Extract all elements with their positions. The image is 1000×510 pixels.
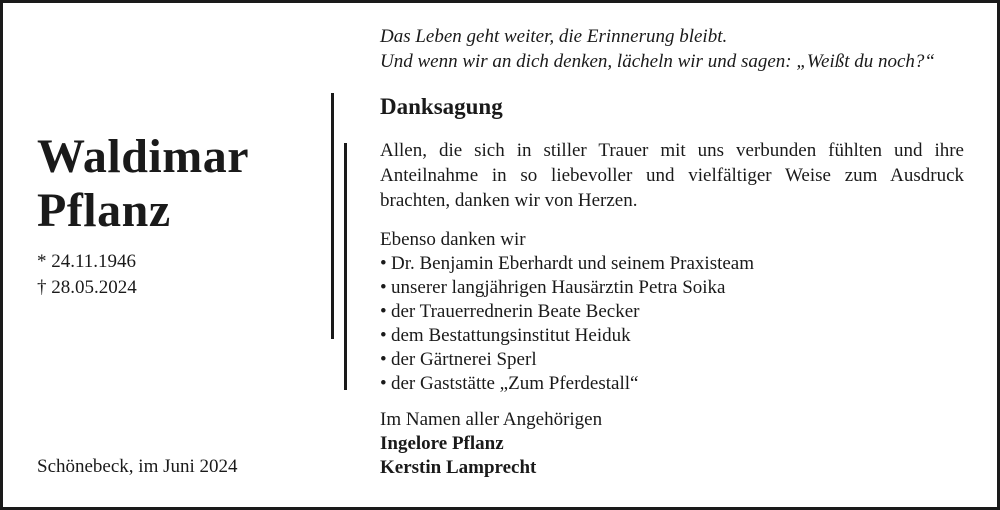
deceased-name: [37, 130, 249, 238]
signature-name: Kerstin Lamprecht: [380, 457, 537, 478]
list-item-text: unserer langjährigen Hausärztin Petra Soika: [391, 277, 726, 298]
deceased-last-name: Pflanz: [37, 184, 171, 237]
list-item: [380, 372, 754, 396]
list-item-text: Dr. Benjamin Eberhardt und seinem Praxisteam: [391, 253, 755, 274]
signature-name: Ingelore Pflanz: [380, 433, 504, 454]
bullet-icon: •: [380, 373, 387, 394]
signature-block: [380, 408, 602, 480]
list-item: [380, 276, 754, 300]
bullet-icon: •: [380, 277, 387, 298]
bullet-icon: •: [380, 301, 387, 322]
divider-line-right: [344, 143, 347, 390]
paragraph-line: brachten, danken wir von Herzen.: [380, 190, 638, 211]
section-heading: Danksagung: [380, 94, 503, 119]
memorial-quote: [380, 24, 935, 74]
birth-date: * 24.11.1946: [37, 251, 137, 272]
life-dates: [37, 249, 137, 301]
list-item-text: der Trauerrednerin Beate Becker: [391, 301, 640, 322]
list-item-text: dem Bestattungsinstitut Heiduk: [391, 325, 631, 346]
list-item: [380, 252, 754, 276]
list-item-text: der Gaststätte „Zum Pferdestall“: [391, 373, 639, 394]
bullet-icon: •: [380, 253, 387, 274]
list-item: [380, 300, 754, 324]
thanks-list-block: [380, 228, 754, 396]
quote-line: Das Leben geht weiter, die Erinnerung bleibt.: [380, 26, 728, 47]
list-item: [380, 348, 754, 372]
thanks-list: [380, 252, 754, 396]
paragraph-line: Anteilnahme in so liebevoller und vielfältiger Weise zum Ausdruck: [380, 165, 964, 186]
list-item-text: der Gärtnerei Sperl: [391, 349, 537, 370]
thanks-paragraph: [380, 138, 964, 213]
death-date: † 28.05.2024: [37, 277, 137, 298]
place-and-date: Schönebeck, im Juni 2024: [37, 456, 238, 477]
thanks-intro: Ebenso danken wir: [380, 229, 526, 250]
deceased-first-name: Waldimar: [37, 130, 250, 183]
list-item: [380, 324, 754, 348]
signature-intro: Im Namen aller Angehörigen: [380, 409, 603, 430]
divider-line-left: [331, 93, 334, 339]
paragraph-line: Allen, die sich in stiller Trauer mit uns verbunden fühlten und ihre: [380, 140, 964, 161]
bullet-icon: •: [380, 349, 387, 370]
bullet-icon: •: [380, 325, 387, 346]
quote-line: Und wenn wir an dich denken, lächeln wir und sagen: „Weißt du noch?“: [380, 51, 935, 72]
